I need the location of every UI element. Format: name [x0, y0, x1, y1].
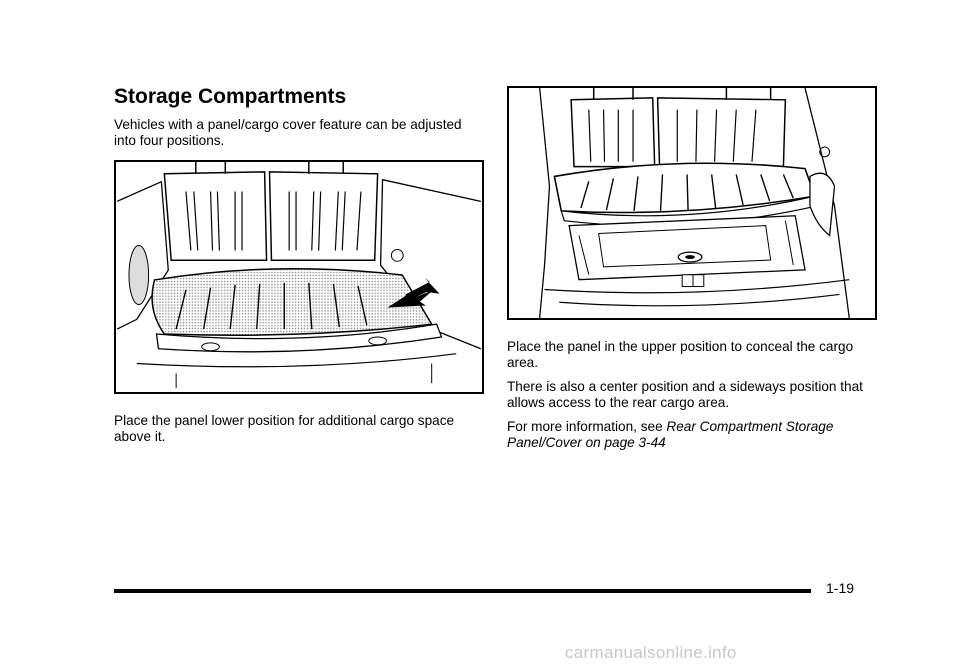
- cargo-upper-drawing: [509, 88, 875, 318]
- upper-panel-illustration: [507, 86, 877, 320]
- right-column: [507, 86, 877, 459]
- lower-caption: Place the panel lower position for additional cargo space above it.: [114, 413, 455, 444]
- more-info-paragraph: [507, 419, 877, 451]
- footer-rule: [114, 589, 811, 593]
- lower-panel-illustration: [114, 160, 484, 394]
- center-position-paragraph: There is also a center position and a sideways position that allows access to the rear cargo area.: [507, 379, 863, 410]
- watermark: carmanualsonline.info: [565, 643, 737, 662]
- page-number: 1-19: [826, 580, 855, 596]
- upper-caption: Place the panel in the upper position to conceal the cargo area.: [507, 339, 854, 370]
- left-column: [114, 84, 484, 453]
- cross-reference-link: Rear Compartment Storage Panel/Cover on page 3-44: [507, 419, 834, 450]
- section-title: Storage Compartments: [114, 85, 347, 108]
- more-info-prefix: For more information, see: [507, 419, 667, 434]
- cargo-lower-drawing: [116, 162, 482, 392]
- intro-paragraph: Vehicles with a panel/cargo cover feature can be adjusted into four positions.: [114, 117, 462, 148]
